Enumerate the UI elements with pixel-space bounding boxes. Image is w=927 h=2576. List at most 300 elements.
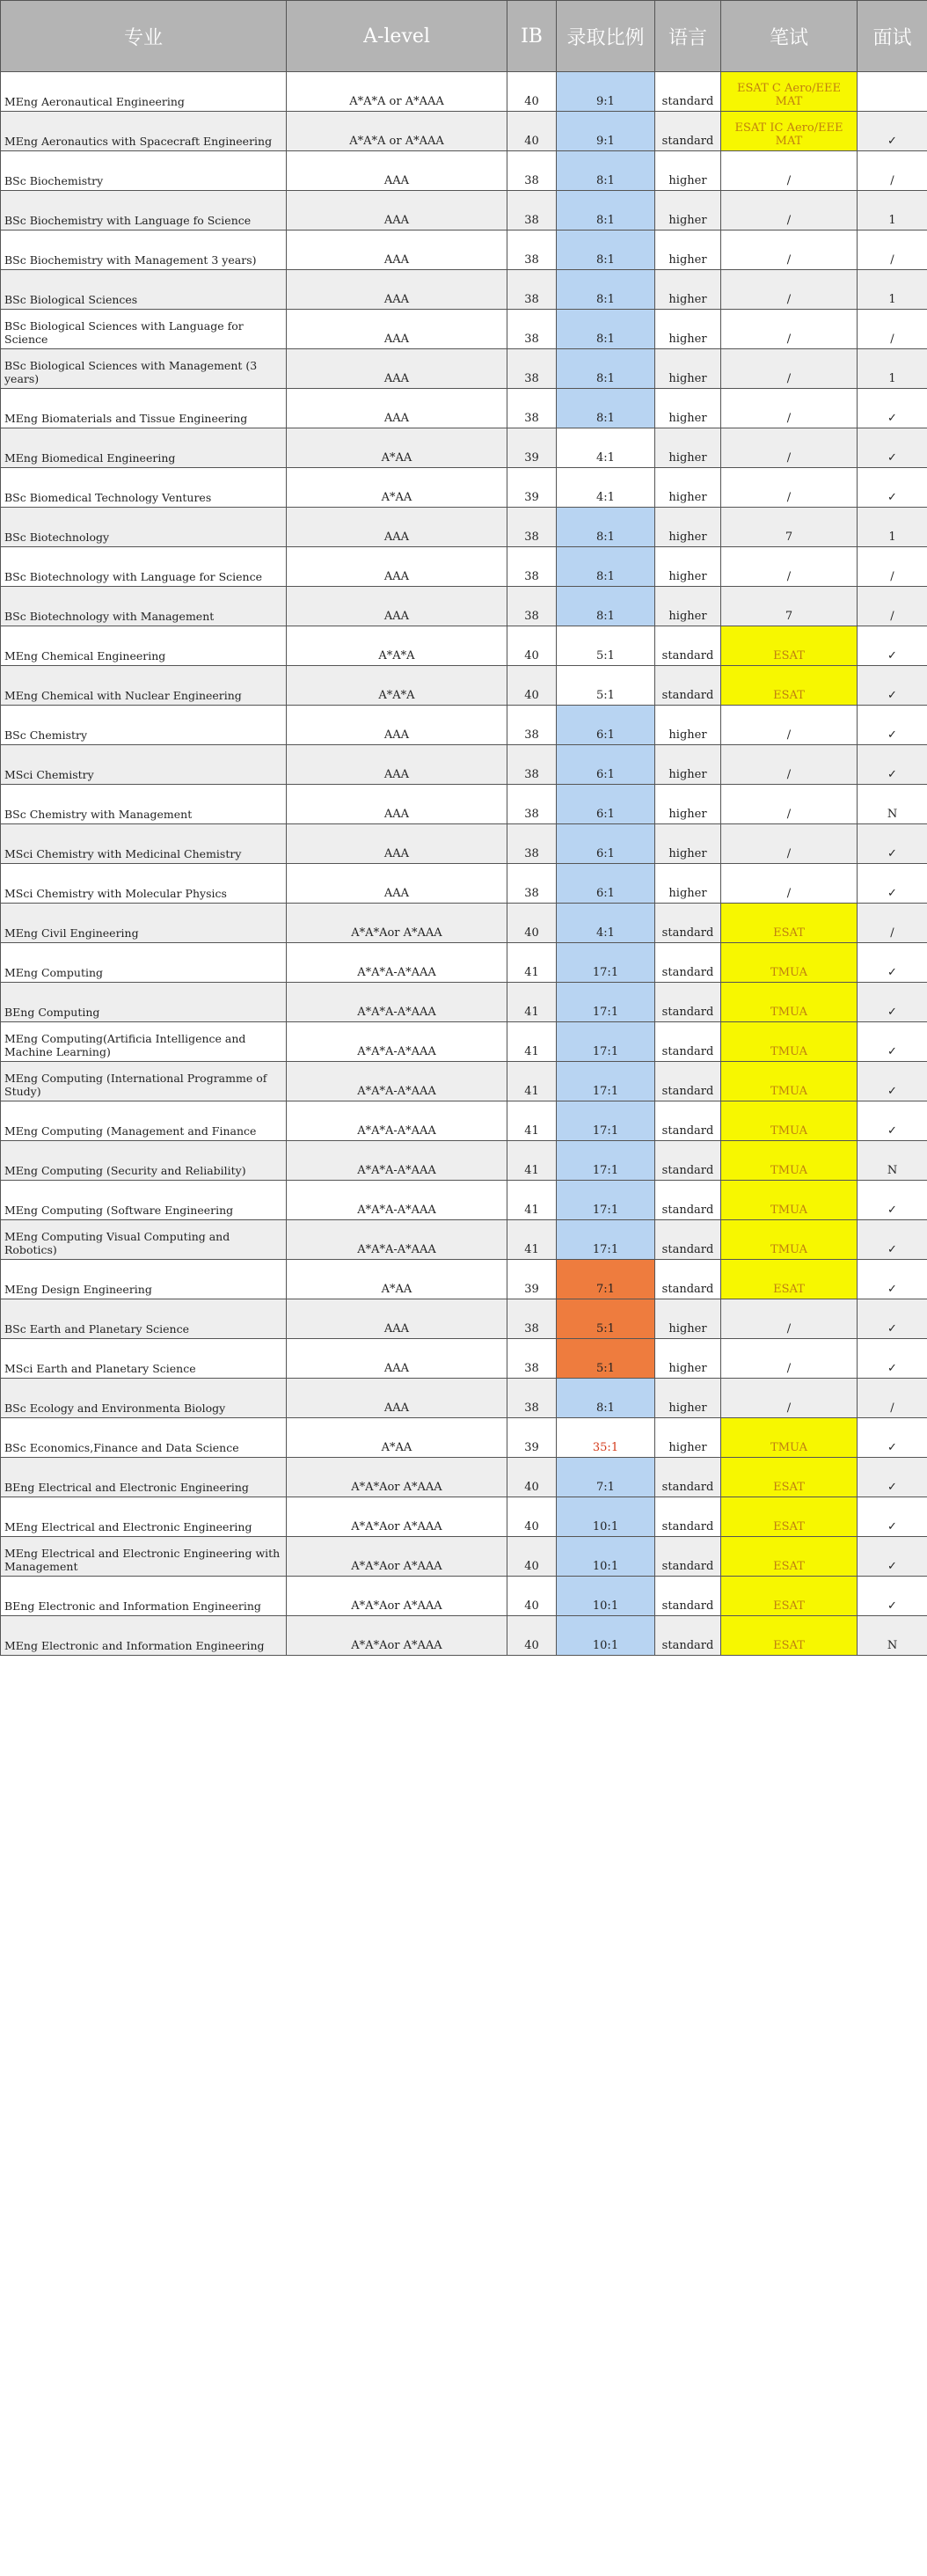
course-name: BSc Biotechnology with Management (1, 587, 287, 626)
ratio-cell: 4:1 (557, 468, 655, 508)
ib-cell: 38 (507, 1379, 557, 1418)
ib-cell: 38 (507, 824, 557, 864)
exam-cell: / (721, 310, 858, 349)
language-cell: standard (655, 112, 721, 151)
ib-cell: 41 (507, 1101, 557, 1141)
ib-cell: 38 (507, 1339, 557, 1379)
exam-cell: / (721, 389, 858, 428)
ratio-cell: 8:1 (557, 508, 655, 547)
course-name: MEng Computing (International Programme of Study) (1, 1062, 287, 1101)
table-row (1, 706, 927, 745)
alevel-cell: A*A*A-A*AAA (287, 1022, 507, 1062)
ratio-cell: 10:1 (557, 1497, 655, 1537)
ratio-cell: 4:1 (557, 904, 655, 943)
course-name: MEng Computing (Security and Reliability) (1, 1141, 287, 1181)
exam-cell: TMUA (721, 1141, 858, 1181)
exam-cell: ESAT (721, 1616, 858, 1656)
alevel-cell: A*AA (287, 1260, 507, 1299)
col-header-alevel: A-level (287, 1, 507, 72)
language-cell: higher (655, 1299, 721, 1339)
table-row (1, 191, 927, 231)
ib-cell: 38 (507, 231, 557, 270)
exam-cell: / (721, 151, 858, 191)
alevel-cell: A*AA (287, 468, 507, 508)
exam-cell: 7 (721, 508, 858, 547)
col-header-exam: 笔试 (721, 1, 858, 72)
table-row (1, 428, 927, 468)
alevel-cell: A*A*A-A*AAA (287, 943, 507, 983)
alevel-cell: AAA (287, 1339, 507, 1379)
interview-cell: 1 (858, 270, 927, 310)
ib-cell: 38 (507, 270, 557, 310)
course-name: BSc Earth and Planetary Science (1, 1299, 287, 1339)
alevel-cell: AAA (287, 745, 507, 785)
interview-cell: ✓ (858, 824, 927, 864)
course-name: BSc Biotechnology with Language for Science (1, 547, 287, 587)
exam-cell: TMUA (721, 1062, 858, 1101)
interview-cell: ✓ (858, 1062, 927, 1101)
language-cell: standard (655, 1537, 721, 1577)
exam-cell: / (721, 824, 858, 864)
ratio-cell: 6:1 (557, 706, 655, 745)
alevel-cell: A*A*A-A*AAA (287, 983, 507, 1022)
ratio-cell: 35:1 (557, 1418, 655, 1458)
exam-cell: / (721, 547, 858, 587)
course-name: MEng Civil Engineering (1, 904, 287, 943)
course-name: BSc Biological Sciences with Language for Science (1, 310, 287, 349)
course-name: MEng Electronic and Information Engineering (1, 1616, 287, 1656)
interview-cell: / (858, 547, 927, 587)
table-row (1, 72, 927, 112)
course-name: BSc Ecology and Environmenta Biology (1, 1379, 287, 1418)
language-cell: higher (655, 508, 721, 547)
interview-cell: ✓ (858, 1458, 927, 1497)
alevel-cell: A*A*A-A*AAA (287, 1141, 507, 1181)
language-cell: higher (655, 587, 721, 626)
ib-cell: 38 (507, 864, 557, 904)
table-row (1, 468, 927, 508)
language-cell: higher (655, 785, 721, 824)
interview-cell: ✓ (858, 706, 927, 745)
ratio-cell: 17:1 (557, 1101, 655, 1141)
alevel-cell: AAA (287, 389, 507, 428)
ratio-cell: 8:1 (557, 389, 655, 428)
alevel-cell: AAA (287, 824, 507, 864)
language-cell: standard (655, 1141, 721, 1181)
table-row (1, 943, 927, 983)
course-name: MEng Chemical with Nuclear Engineering (1, 666, 287, 706)
language-cell: standard (655, 1181, 721, 1220)
ib-cell: 39 (507, 428, 557, 468)
ratio-cell: 9:1 (557, 72, 655, 112)
language-cell: standard (655, 983, 721, 1022)
ratio-cell: 5:1 (557, 666, 655, 706)
language-cell: standard (655, 1616, 721, 1656)
ratio-cell: 17:1 (557, 1141, 655, 1181)
interview-cell: / (858, 1379, 927, 1418)
language-cell: higher (655, 824, 721, 864)
exam-cell: TMUA (721, 983, 858, 1022)
ib-cell: 40 (507, 72, 557, 112)
alevel-cell: AAA (287, 1299, 507, 1339)
table-row (1, 349, 927, 389)
language-cell: standard (655, 1458, 721, 1497)
table-row (1, 1260, 927, 1299)
ib-cell: 38 (507, 706, 557, 745)
ratio-cell: 7:1 (557, 1260, 655, 1299)
course-name: MEng Biomaterials and Tissue Engineering (1, 389, 287, 428)
language-cell: higher (655, 468, 721, 508)
course-name: MSci Chemistry with Molecular Physics (1, 864, 287, 904)
ratio-cell: 8:1 (557, 587, 655, 626)
ib-cell: 38 (507, 310, 557, 349)
language-cell: higher (655, 547, 721, 587)
ib-cell: 40 (507, 1616, 557, 1656)
exam-cell: / (721, 270, 858, 310)
exam-cell: ESAT (721, 1537, 858, 1577)
exam-cell: / (721, 1379, 858, 1418)
interview-cell: / (858, 587, 927, 626)
language-cell: standard (655, 1101, 721, 1141)
course-name: BSc Economics,Finance and Data Science (1, 1418, 287, 1458)
interview-cell: ✓ (858, 1339, 927, 1379)
interview-cell: ✓ (858, 1260, 927, 1299)
alevel-cell: AAA (287, 587, 507, 626)
alevel-cell: A*AA (287, 428, 507, 468)
interview-cell: ✓ (858, 1497, 927, 1537)
ratio-cell: 5:1 (557, 1339, 655, 1379)
ib-cell: 38 (507, 785, 557, 824)
table-row (1, 1181, 927, 1220)
table-row (1, 626, 927, 666)
ratio-cell: 8:1 (557, 231, 655, 270)
language-cell: higher (655, 191, 721, 231)
table-row (1, 310, 927, 349)
course-name: BEng Computing (1, 983, 287, 1022)
exam-cell: TMUA (721, 943, 858, 983)
alevel-cell: AAA (287, 547, 507, 587)
language-cell: standard (655, 1062, 721, 1101)
alevel-cell: A*A*A-A*AAA (287, 1181, 507, 1220)
alevel-cell: AAA (287, 151, 507, 191)
ratio-cell: 10:1 (557, 1537, 655, 1577)
ib-cell: 41 (507, 1181, 557, 1220)
ratio-cell: 17:1 (557, 943, 655, 983)
col-header-ib: IB (507, 1, 557, 72)
language-cell: standard (655, 1497, 721, 1537)
alevel-cell: A*A*Aor A*AAA (287, 1577, 507, 1616)
interview-cell: ✓ (858, 1181, 927, 1220)
ratio-cell: 5:1 (557, 1299, 655, 1339)
table-row (1, 231, 927, 270)
exam-cell: / (721, 191, 858, 231)
interview-cell: ✓ (858, 1220, 927, 1260)
table-row (1, 666, 927, 706)
interview-cell: / (858, 231, 927, 270)
ib-cell: 40 (507, 112, 557, 151)
exam-cell: ESAT (721, 666, 858, 706)
table-row (1, 1537, 927, 1577)
ratio-cell: 8:1 (557, 191, 655, 231)
course-name: BSc Biological Sciences (1, 270, 287, 310)
language-cell: higher (655, 389, 721, 428)
interview-cell: / (858, 904, 927, 943)
language-cell: higher (655, 270, 721, 310)
table-row (1, 1379, 927, 1418)
ib-cell: 38 (507, 349, 557, 389)
table-row (1, 983, 927, 1022)
ratio-cell: 6:1 (557, 864, 655, 904)
course-name: MEng Computing (1, 943, 287, 983)
interview-cell: ✓ (858, 666, 927, 706)
ib-cell: 40 (507, 666, 557, 706)
table-row (1, 1101, 927, 1141)
language-cell: higher (655, 310, 721, 349)
course-name: MEng Electrical and Electronic Engineering (1, 1497, 287, 1537)
course-name: MSci Chemistry with Medicinal Chemistry (1, 824, 287, 864)
ib-cell: 41 (507, 983, 557, 1022)
alevel-cell: AAA (287, 864, 507, 904)
alevel-cell: A*AA (287, 1418, 507, 1458)
interview-cell: ✓ (858, 389, 927, 428)
alevel-cell: AAA (287, 508, 507, 547)
interview-cell: ✓ (858, 1537, 927, 1577)
exam-cell: / (721, 864, 858, 904)
table-row (1, 508, 927, 547)
exam-cell: TMUA (721, 1022, 858, 1062)
interview-cell: N (858, 785, 927, 824)
language-cell: standard (655, 943, 721, 983)
alevel-cell: A*A*Aor A*AAA (287, 1497, 507, 1537)
ib-cell: 38 (507, 508, 557, 547)
ib-cell: 40 (507, 904, 557, 943)
ib-cell: 38 (507, 151, 557, 191)
alevel-cell: AAA (287, 706, 507, 745)
exam-cell: / (721, 349, 858, 389)
interview-cell: ✓ (858, 864, 927, 904)
language-cell: standard (655, 1220, 721, 1260)
ratio-cell: 10:1 (557, 1616, 655, 1656)
col-header-interview: 面试 (858, 1, 927, 72)
language-cell: higher (655, 349, 721, 389)
ib-cell: 38 (507, 745, 557, 785)
alevel-cell: A*A*Aor A*AAA (287, 1616, 507, 1656)
interview-cell: ✓ (858, 428, 927, 468)
alevel-cell: A*A*A-A*AAA (287, 1062, 507, 1101)
course-name: BSc Chemistry (1, 706, 287, 745)
table-row (1, 389, 927, 428)
table-row (1, 1339, 927, 1379)
ib-cell: 38 (507, 547, 557, 587)
table-row (1, 112, 927, 151)
language-cell: standard (655, 666, 721, 706)
interview-cell: ✓ (858, 983, 927, 1022)
course-name: BSc Biochemistry with Management 3 years) (1, 231, 287, 270)
course-name: MEng Aeronautics with Spacecraft Engineering (1, 112, 287, 151)
language-cell: higher (655, 1418, 721, 1458)
course-name: BSc Biotechnology (1, 508, 287, 547)
alevel-cell: A*A*A-A*AAA (287, 1101, 507, 1141)
exam-cell: ESAT (721, 1497, 858, 1537)
table-row (1, 151, 927, 191)
exam-cell: TMUA (721, 1418, 858, 1458)
exam-cell: TMUA (721, 1181, 858, 1220)
exam-cell: / (721, 706, 858, 745)
interview-cell: / (858, 310, 927, 349)
interview-cell: 1 (858, 349, 927, 389)
interview-cell: ✓ (858, 1299, 927, 1339)
interview-cell: ✓ (858, 1418, 927, 1458)
ib-cell: 40 (507, 1458, 557, 1497)
course-name: MEng Design Engineering (1, 1260, 287, 1299)
ib-cell: 38 (507, 389, 557, 428)
ratio-cell: 9:1 (557, 112, 655, 151)
course-name: MEng Computing Visual Computing and Robotics) (1, 1220, 287, 1260)
exam-cell: / (721, 745, 858, 785)
ib-cell: 41 (507, 943, 557, 983)
language-cell: higher (655, 1339, 721, 1379)
ib-cell: 39 (507, 1418, 557, 1458)
course-name: BEng Electrical and Electronic Engineering (1, 1458, 287, 1497)
interview-cell: 1 (858, 191, 927, 231)
ratio-cell: 8:1 (557, 349, 655, 389)
ratio-cell: 8:1 (557, 310, 655, 349)
exam-cell: / (721, 231, 858, 270)
language-cell: higher (655, 1379, 721, 1418)
alevel-cell: AAA (287, 785, 507, 824)
language-cell: standard (655, 904, 721, 943)
interview-cell: N (858, 1141, 927, 1181)
table-row (1, 1299, 927, 1339)
interview-cell: ✓ (858, 943, 927, 983)
exam-cell: ESAT (721, 904, 858, 943)
ratio-cell: 8:1 (557, 547, 655, 587)
course-name: BSc Biochemistry with Language fo Science (1, 191, 287, 231)
col-header-major: 专业 (1, 1, 287, 72)
alevel-cell: AAA (287, 270, 507, 310)
table-row (1, 824, 927, 864)
ib-cell: 40 (507, 1577, 557, 1616)
language-cell: standard (655, 1577, 721, 1616)
exam-cell: ESAT (721, 1458, 858, 1497)
table-row (1, 547, 927, 587)
course-name: BSc Biomedical Technology Ventures (1, 468, 287, 508)
ib-cell: 41 (507, 1022, 557, 1062)
alevel-cell: A*A*A (287, 666, 507, 706)
ib-cell: 39 (507, 468, 557, 508)
table-row (1, 1458, 927, 1497)
alevel-cell: A*A*Aor A*AAA (287, 1537, 507, 1577)
course-name: MEng Computing(Artificia Intelligence and Machine Learning) (1, 1022, 287, 1062)
language-cell: higher (655, 428, 721, 468)
interview-cell: ✓ (858, 1101, 927, 1141)
alevel-cell: AAA (287, 231, 507, 270)
language-cell: higher (655, 864, 721, 904)
ratio-cell: 10:1 (557, 1577, 655, 1616)
table-row (1, 785, 927, 824)
language-cell: standard (655, 72, 721, 112)
table-row (1, 1141, 927, 1181)
language-cell: standard (655, 626, 721, 666)
table-row (1, 745, 927, 785)
ib-cell: 38 (507, 191, 557, 231)
table-row (1, 270, 927, 310)
ratio-cell: 6:1 (557, 824, 655, 864)
alevel-cell: AAA (287, 310, 507, 349)
interview-cell: ✓ (858, 112, 927, 151)
table-row (1, 1577, 927, 1616)
col-header-ratio: 录取比例 (557, 1, 655, 72)
table-row (1, 587, 927, 626)
alevel-cell: AAA (287, 191, 507, 231)
ratio-cell: 17:1 (557, 1022, 655, 1062)
interview-cell: ✓ (858, 626, 927, 666)
exam-cell: TMUA (721, 1101, 858, 1141)
ratio-cell: 17:1 (557, 983, 655, 1022)
ratio-cell: 17:1 (557, 1220, 655, 1260)
table-row (1, 864, 927, 904)
exam-cell: ESAT C Aero/EEE MAT (721, 72, 858, 112)
alevel-cell: AAA (287, 1379, 507, 1418)
table-row (1, 1022, 927, 1062)
ib-cell: 40 (507, 1537, 557, 1577)
alevel-cell: A*A*A or A*AAA (287, 112, 507, 151)
interview-cell: N (858, 1616, 927, 1656)
ratio-cell: 17:1 (557, 1062, 655, 1101)
interview-cell: / (858, 151, 927, 191)
course-name: MEng Electrical and Electronic Engineering with Management (1, 1537, 287, 1577)
exam-cell: ESAT (721, 1577, 858, 1616)
course-name: BEng Electronic and Information Engineering (1, 1577, 287, 1616)
exam-cell: / (721, 1299, 858, 1339)
interview-cell (858, 72, 927, 112)
table-row (1, 1418, 927, 1458)
language-cell: higher (655, 706, 721, 745)
alevel-cell: A*A*A-A*AAA (287, 1220, 507, 1260)
ib-cell: 41 (507, 1141, 557, 1181)
interview-cell: ✓ (858, 745, 927, 785)
course-name: MSci Earth and Planetary Science (1, 1339, 287, 1379)
alevel-cell: A*A*Aor A*AAA (287, 1458, 507, 1497)
table-row (1, 1062, 927, 1101)
interview-cell: ✓ (858, 468, 927, 508)
exam-cell: / (721, 468, 858, 508)
course-name: MEng Chemical Engineering (1, 626, 287, 666)
exam-cell: / (721, 1339, 858, 1379)
interview-cell: ✓ (858, 1022, 927, 1062)
course-name: BSc Biochemistry (1, 151, 287, 191)
ratio-cell: 7:1 (557, 1458, 655, 1497)
table-row (1, 1616, 927, 1656)
table-row (1, 1497, 927, 1537)
course-name: MEng Biomedical Engineering (1, 428, 287, 468)
course-name: BSc Chemistry with Management (1, 785, 287, 824)
table-row (1, 1220, 927, 1260)
course-name: MEng Computing (Software Engineering (1, 1181, 287, 1220)
alevel-cell: A*A*A or A*AAA (287, 72, 507, 112)
interview-cell: ✓ (858, 1577, 927, 1616)
language-cell: higher (655, 745, 721, 785)
exam-cell: TMUA (721, 1220, 858, 1260)
ratio-cell: 8:1 (557, 270, 655, 310)
language-cell: standard (655, 1260, 721, 1299)
alevel-cell: AAA (287, 349, 507, 389)
ib-cell: 39 (507, 1260, 557, 1299)
ratio-cell: 8:1 (557, 1379, 655, 1418)
language-cell: higher (655, 231, 721, 270)
alevel-cell: A*A*A (287, 626, 507, 666)
ib-cell: 40 (507, 1497, 557, 1537)
